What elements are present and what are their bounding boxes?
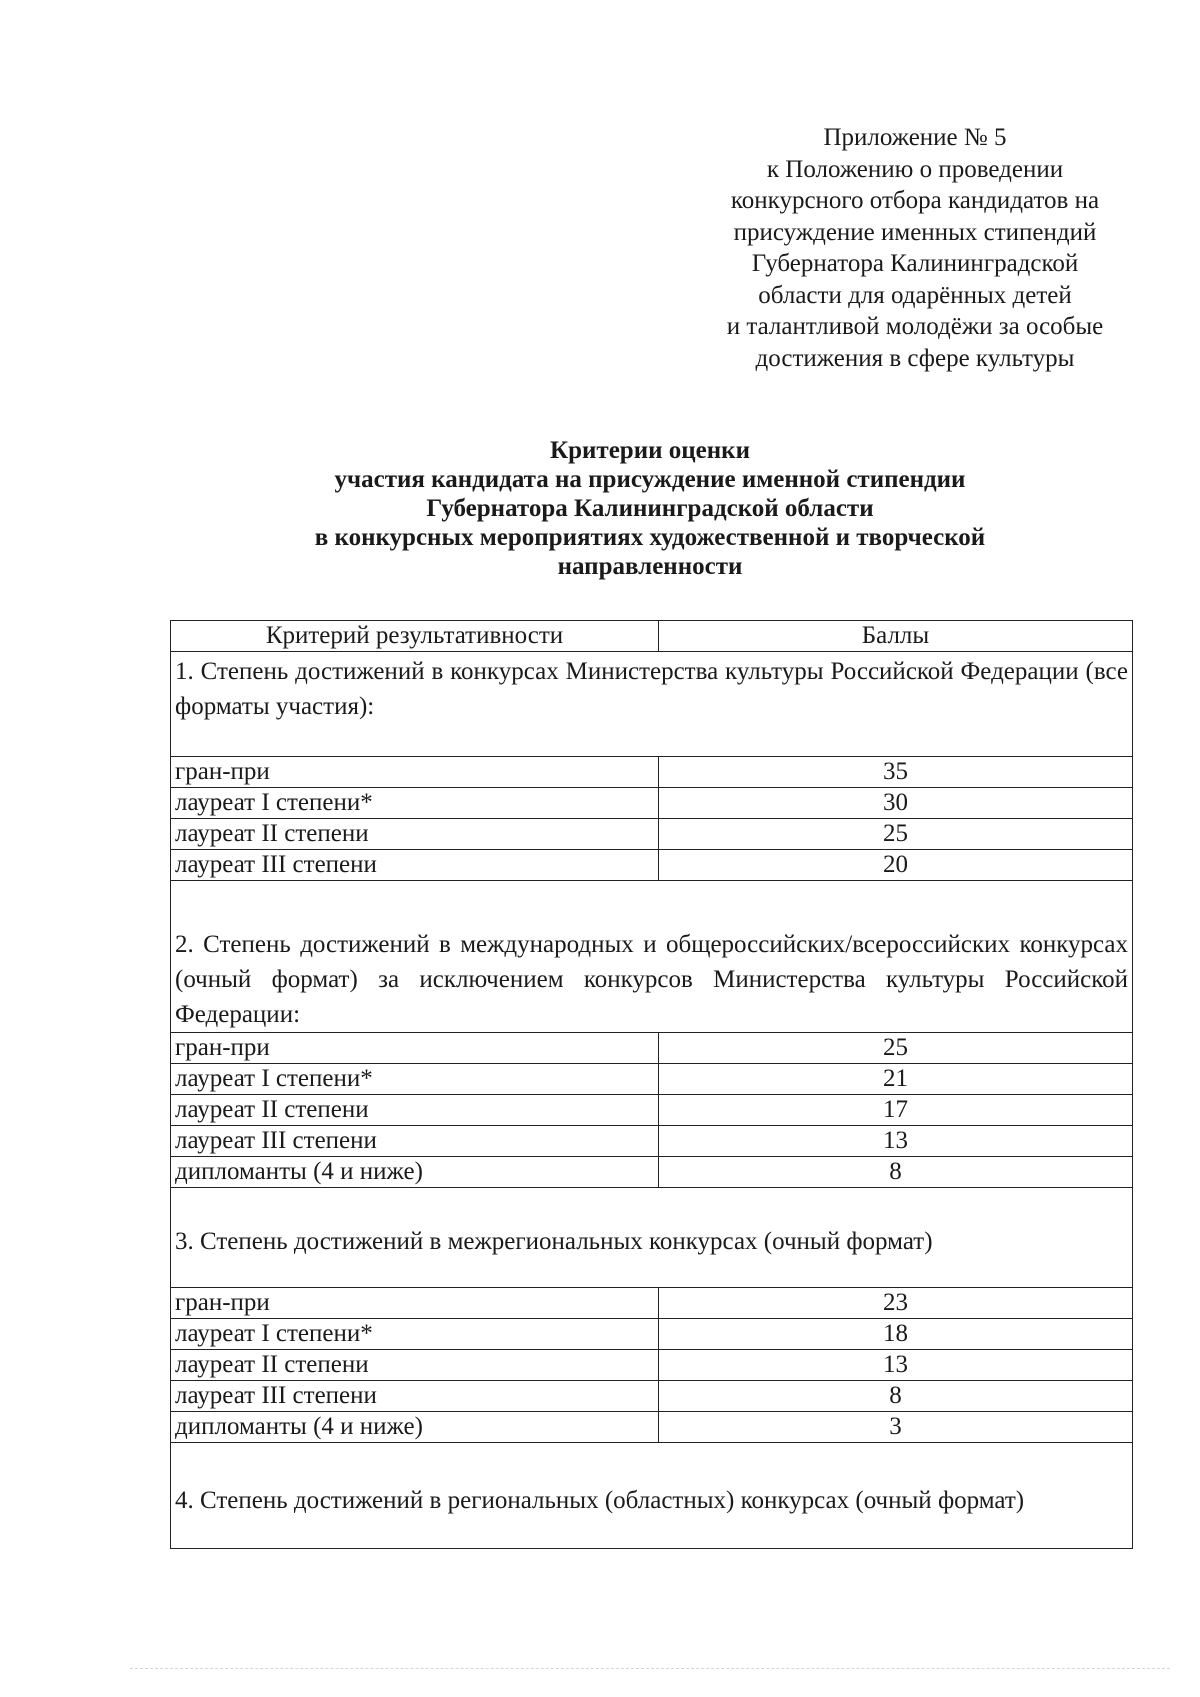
criterion-cell: лауреат I степени* (171, 1064, 659, 1095)
criterion-cell: дипломанты (4 и ниже) (171, 1157, 659, 1188)
appendix-block (700, 122, 1130, 374)
section-row (171, 1443, 1133, 1549)
points-cell: 8 (659, 1381, 1133, 1412)
section-heading: 4. Степень достижений в региональных (областных) конкурсах (очный формат) (171, 1443, 1133, 1549)
section-row (171, 881, 1133, 1033)
table-row (171, 1412, 1133, 1443)
points-cell: 18 (659, 1319, 1133, 1350)
criteria-table (170, 620, 1133, 1549)
section-heading: 1. Степень достижений в конкурсах Министерства культуры Российской Федерации (все форматы участия): (171, 652, 1133, 757)
section-row (171, 652, 1133, 757)
criterion-cell: лауреат II степени (171, 1350, 659, 1381)
appendix-line: достижения в сфере культуры (755, 344, 1075, 372)
table-row (171, 757, 1133, 788)
appendix-line: присуждение именных стипендий (733, 218, 1097, 246)
table-row (171, 1126, 1133, 1157)
appendix-line: конкурсного отбора кандидатов на (730, 187, 1100, 214)
appendix-line: Приложение № 5 (823, 124, 1007, 151)
document-title (170, 436, 1130, 581)
criterion-cell: лауреат III степени (171, 850, 659, 881)
table-row (171, 850, 1133, 881)
points-cell: 13 (659, 1350, 1133, 1381)
points-cell: 25 (659, 1033, 1133, 1064)
table-row (171, 1095, 1133, 1126)
criterion-cell: лауреат I степени* (171, 1319, 659, 1350)
table-row (171, 1033, 1133, 1064)
title-line: Критерии оценки (550, 437, 750, 464)
points-cell: 30 (659, 788, 1133, 819)
table-header-row (171, 621, 1133, 652)
table-row (171, 1381, 1133, 1412)
points-cell: 13 (659, 1126, 1133, 1157)
section-heading: 3. Степень достижений в межрегиональных конкурсах (очный формат) (171, 1188, 1133, 1288)
criterion-cell: лауреат I степени* (171, 788, 659, 819)
appendix-line: к Положению о проведении (766, 155, 1064, 183)
section-heading: 2. Степень достижений в международных и общероссийских/всероссийских конкурсах (очный формат) за исключением конкурсов Министерства культуры Российской Федерации: (171, 881, 1133, 1033)
criterion-cell: гран-при (171, 757, 659, 788)
points-cell: 17 (659, 1095, 1133, 1126)
criterion-cell: дипломанты (4 и ниже) (171, 1412, 659, 1443)
table-row (171, 788, 1133, 819)
appendix-line: Губернатора Калининградской (751, 250, 1079, 277)
criterion-cell: лауреат III степени (171, 1381, 659, 1412)
points-cell: 25 (659, 819, 1133, 850)
criterion-cell: лауреат II степени (171, 819, 659, 850)
scan-artifact-line (130, 1668, 1170, 1669)
appendix-line: и талантливой молодёжи за особые (726, 313, 1104, 340)
criterion-cell: лауреат II степени (171, 1095, 659, 1126)
table-row (171, 1319, 1133, 1350)
points-cell: 20 (659, 850, 1133, 881)
points-cell: 35 (659, 757, 1133, 788)
table-row (171, 1157, 1133, 1188)
points-cell: 21 (659, 1064, 1133, 1095)
appendix-line: области для одарённых детей (758, 281, 1072, 309)
column-header-criterion: Критерий результативности (171, 621, 659, 652)
section-row (171, 1188, 1133, 1288)
criterion-cell: лауреат III степени (171, 1126, 659, 1157)
criterion-cell: гран-при (171, 1033, 659, 1064)
title-line: направленности (557, 553, 743, 580)
table-row (171, 1350, 1133, 1381)
title-line: в конкурсных мероприятиях художественной и творческой (314, 524, 986, 551)
points-cell: 3 (659, 1412, 1133, 1443)
table-row (171, 1288, 1133, 1319)
title-line: Губернатора Калининградской области (426, 495, 874, 522)
column-header-points: Баллы (659, 621, 1133, 652)
points-cell: 23 (659, 1288, 1133, 1319)
table-row (171, 819, 1133, 850)
title-line: участия кандидата на присуждение именной стипендии (334, 466, 966, 493)
criterion-cell: гран-при (171, 1288, 659, 1319)
points-cell: 8 (659, 1157, 1133, 1188)
table-row (171, 1064, 1133, 1095)
